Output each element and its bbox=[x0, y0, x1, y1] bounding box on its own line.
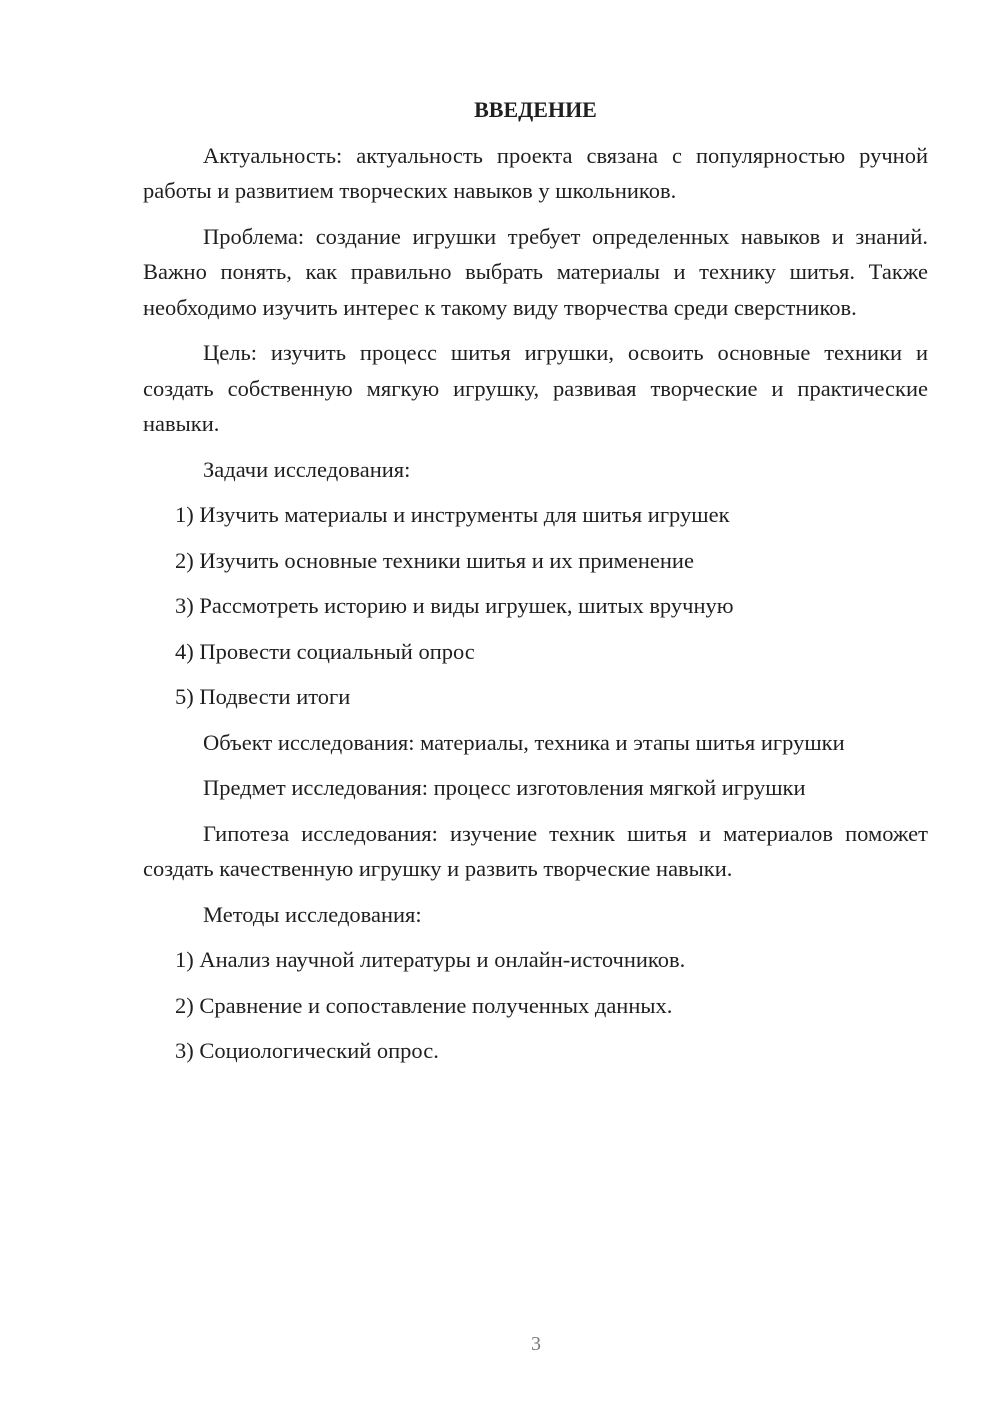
document-page bbox=[143, 92, 928, 1079]
object-paragraph: Объект исследования: материалы, техника и этапы шитья игрушки bbox=[203, 729, 845, 755]
relevance-paragraph: Актуальность: актуальность проекта связана с популярностью ручной работы и развитием творческих навыков у школьников. bbox=[143, 142, 928, 203]
method-item: 1) Анализ научной литературы и онлайн-источников. bbox=[175, 947, 686, 972]
hypothesis-paragraph: Гипотеза исследования: изучение техник шитья и материалов поможет создать качественную игрушку и развить творческие навыки. bbox=[143, 820, 928, 881]
method-item: 3) Социологический опрос. bbox=[175, 1038, 439, 1063]
tasks-list bbox=[143, 497, 928, 715]
problem-paragraph: Проблема: создание игрушки требует определенных навыков и знаний. Важно понять, как правильно выбрать материалы и технику шитья. Также необходимо изучить интерес к такому виду творчества среди сверстников. bbox=[143, 223, 928, 320]
task-item: 1) Изучить материалы и инструменты для шитья игрушек bbox=[175, 502, 730, 527]
task-item: 2) Изучить основные техники шитья и их применение bbox=[175, 547, 694, 573]
method-item: 2) Сравнение и сопоставление полученных данных. bbox=[175, 992, 673, 1018]
methods-heading: Методы исследования: bbox=[203, 901, 422, 927]
goal-paragraph: Цель: изучить процесс шитья игрушки, освоить основные техники и создать собственную мягкую игрушку, развивая творческие и практические навыки. bbox=[143, 340, 928, 436]
task-item: 4) Провести социальный опрос bbox=[175, 638, 475, 664]
subject-paragraph: Предмет исследования: процесс изготовления мягкой игрушки bbox=[203, 775, 806, 800]
section-title: ВВЕДЕНИЕ bbox=[474, 97, 597, 122]
methods-list bbox=[143, 942, 928, 1069]
task-item: 3) Рассмотреть историю и виды игрушек, шитых вручную bbox=[175, 593, 734, 618]
task-item: 5) Подвести итоги bbox=[175, 684, 351, 709]
tasks-heading: Задачи исследования: bbox=[203, 456, 411, 482]
page-number: 3 bbox=[531, 1333, 541, 1355]
